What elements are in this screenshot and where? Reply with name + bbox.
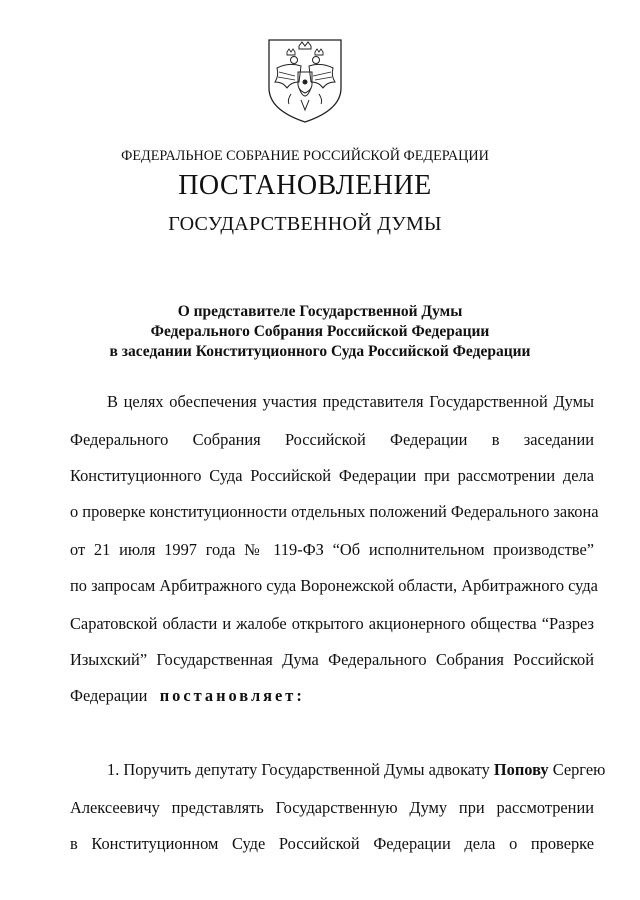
item-1-line: Алексеевичу представлять Государственную Думу при рассмотрении bbox=[70, 798, 594, 817]
document-subtitle: ГОСУДАРСТВЕННОЙ ДУМЫ bbox=[168, 213, 442, 235]
item-1-prefix: 1. Поручить депутату Государственной Думы адвокату bbox=[107, 760, 490, 779]
preamble-line: В целях обеспечения участия представителя Государственной Думы bbox=[107, 392, 594, 411]
preamble-line: от 21 июля 1997 года № 119-ФЗ “Об исполнительном производстве” bbox=[70, 540, 594, 559]
preamble-line: Саратовской области и жалобе открытого акционерного общества “Разрез bbox=[70, 614, 594, 633]
document-title: ПОСТАНОВЛЕНИЕ bbox=[178, 170, 432, 201]
preamble-final-prefix: Федерации bbox=[70, 686, 148, 705]
document-subject bbox=[0, 302, 640, 362]
state-emblem-icon bbox=[265, 38, 345, 124]
preamble-line: Конституционного Суда Российской Федерации при рассмотрении дела bbox=[70, 466, 594, 485]
item-1-suffix: Сергею bbox=[552, 760, 606, 779]
representative-name: Попову bbox=[493, 760, 549, 779]
preamble-line: Изыхский” Государственная Дума Федерального Собрания Российской bbox=[70, 650, 594, 669]
subject-line: О представителе Государственной Думы bbox=[177, 303, 463, 320]
decree-word: постановляет: bbox=[159, 686, 305, 705]
subject-line: в заседании Конституционного Суда Российской Федерации bbox=[109, 343, 531, 360]
item-1-line bbox=[107, 760, 606, 780]
preamble-line: Федерального Собрания Российской Федерации в заседании bbox=[70, 430, 594, 449]
organization-name: ФЕДЕРАЛЬНОЕ СОБРАНИЕ РОССИЙСКОЙ ФЕДЕРАЦИИ bbox=[121, 148, 489, 164]
preamble-final-line bbox=[70, 686, 594, 706]
preamble-line: о проверке конституционности отдельных положений Федерального закона bbox=[70, 502, 599, 521]
subject-line: Федерального Собрания Российской Федерации bbox=[150, 323, 490, 340]
item-1-line: в Конституционном Суде Российской Федерации дела о проверке bbox=[70, 834, 594, 853]
preamble-line: по запросам Арбитражного суда Воронежской области, Арбитражного суда bbox=[70, 576, 598, 595]
